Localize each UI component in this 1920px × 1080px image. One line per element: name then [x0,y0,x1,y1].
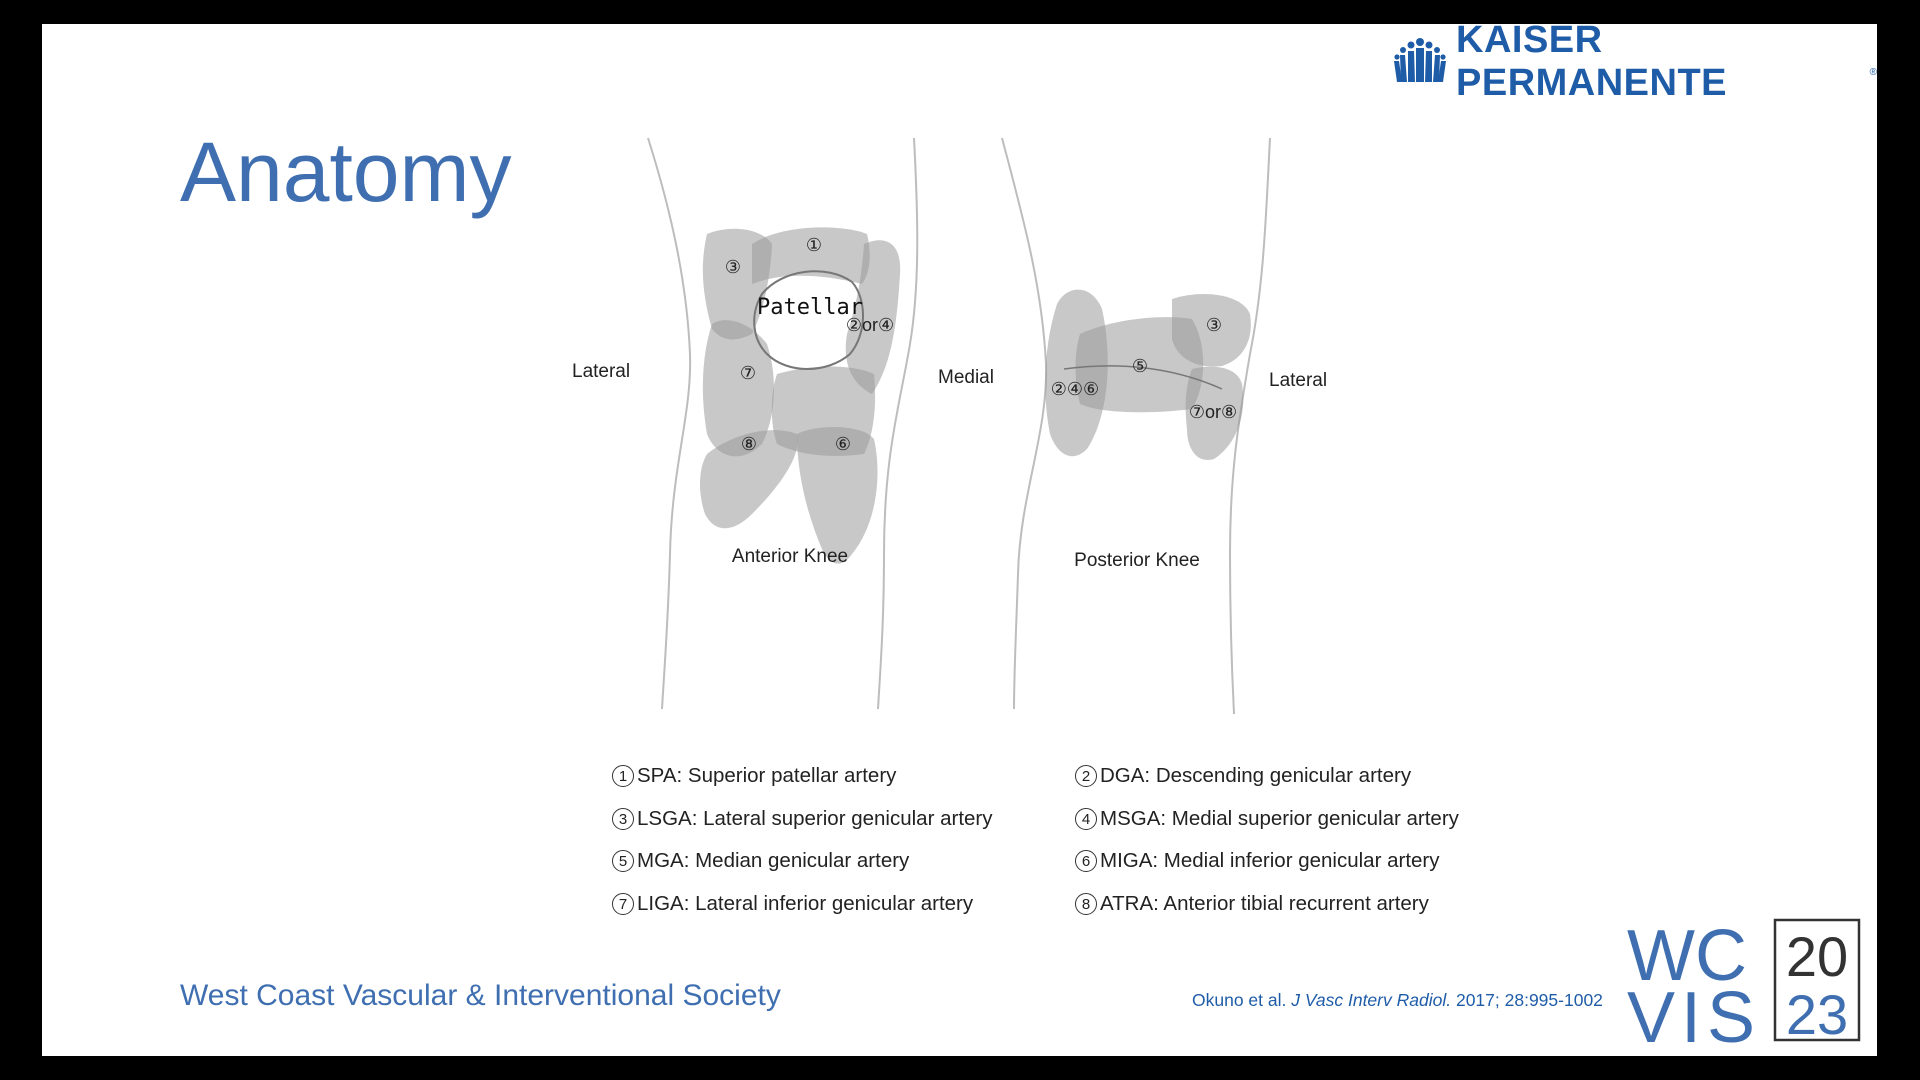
legend-text: SPA: Superior patellar artery [637,764,897,787]
kaiser-permanente-logo [1392,19,1877,104]
legend-number: 1 [612,765,634,787]
legend-item-spa [612,764,896,788]
legend-text: MIGA: Medial inferior genicular artery [1100,849,1440,872]
anterior-knee-caption: Anterior Knee [731,546,849,567]
marker-posterior-7or8: ⑦or⑧ [1188,402,1238,422]
society-name: West Coast Vascular & Interventional Society [180,979,781,1012]
registered-mark: ® [1869,67,1877,78]
anterior-medial-label: Medial [938,367,994,388]
citation-authors: Okuno et al. [1192,990,1287,1010]
legend-text: DGA: Descending genicular artery [1100,764,1412,787]
citation [1192,990,1603,1011]
posterior-lateral-label: Lateral [1269,370,1328,391]
legend-item-miga [1075,849,1440,873]
posterior-medial-outline [1002,138,1046,709]
legend-item-liga [612,892,973,916]
legend-text: LSGA: Lateral superior genicular artery [637,807,993,830]
anterior-medial-outline [878,138,917,709]
slide-title: Anatomy [180,125,512,219]
citation-details: 2017; 28:995-1002 [1455,990,1603,1010]
legend-number: 3 [612,808,634,830]
legend-number: 5 [612,850,634,872]
marker-anterior-1: ① [805,235,823,255]
legend-item-mga [612,849,909,873]
marker-posterior-3: ③ [1205,315,1223,335]
slide [42,19,1877,1058]
legend-text: MSGA: Medial superior genicular artery [1100,807,1459,830]
marker-anterior-2or4: ②or④ [845,315,895,335]
wcvis-2023-logo [1627,916,1877,1058]
legend-text: LIGA: Lateral inferior genicular artery [637,892,974,915]
legend-number: 8 [1075,893,1097,915]
posterior-knee-caption: Posterior Knee [1074,550,1200,571]
wcvis-year-bottom: 23 [1785,983,1849,1046]
marker-anterior-8: ⑧ [740,434,758,454]
legend-item-msga [1075,807,1459,831]
citation-journal: J Vasc Interv Radiol. [1291,990,1452,1010]
legend-number: 7 [612,893,634,915]
legend-item-lsga [612,807,993,831]
anterior-lateral-outline [648,138,690,709]
legend-text: ATRA: Anterior tibial recurrent artery [1100,892,1429,915]
legend-item-dga [1075,764,1411,788]
wcvis-line2: VIS [1627,978,1762,1058]
patellar-label: Patellar [757,295,863,320]
legend-number: 2 [1075,765,1097,787]
marker-anterior-7: ⑦ [739,363,757,383]
anterior-lateral-label: Lateral [572,361,631,382]
marker-posterior-2-4-6: ②④⑥ [1050,379,1100,399]
wcvis-year-top: 20 [1785,925,1849,988]
legend-item-atra [1075,892,1429,916]
marker-anterior-3: ③ [724,257,742,277]
legend-number: 4 [1075,808,1097,830]
knee-anatomy-diagram [572,134,1602,744]
marker-anterior-6: ⑥ [834,434,852,454]
kaiser-permanente-wordmark: KAISER PERMANENTE [1456,19,1728,104]
legend-number: 6 [1075,850,1097,872]
wcvis-line1: WC [1627,916,1747,996]
marker-posterior-5: ⑤ [1131,356,1149,376]
kaiser-figures-icon [1392,36,1448,88]
legend-text: MGA: Median genicular artery [637,849,910,872]
